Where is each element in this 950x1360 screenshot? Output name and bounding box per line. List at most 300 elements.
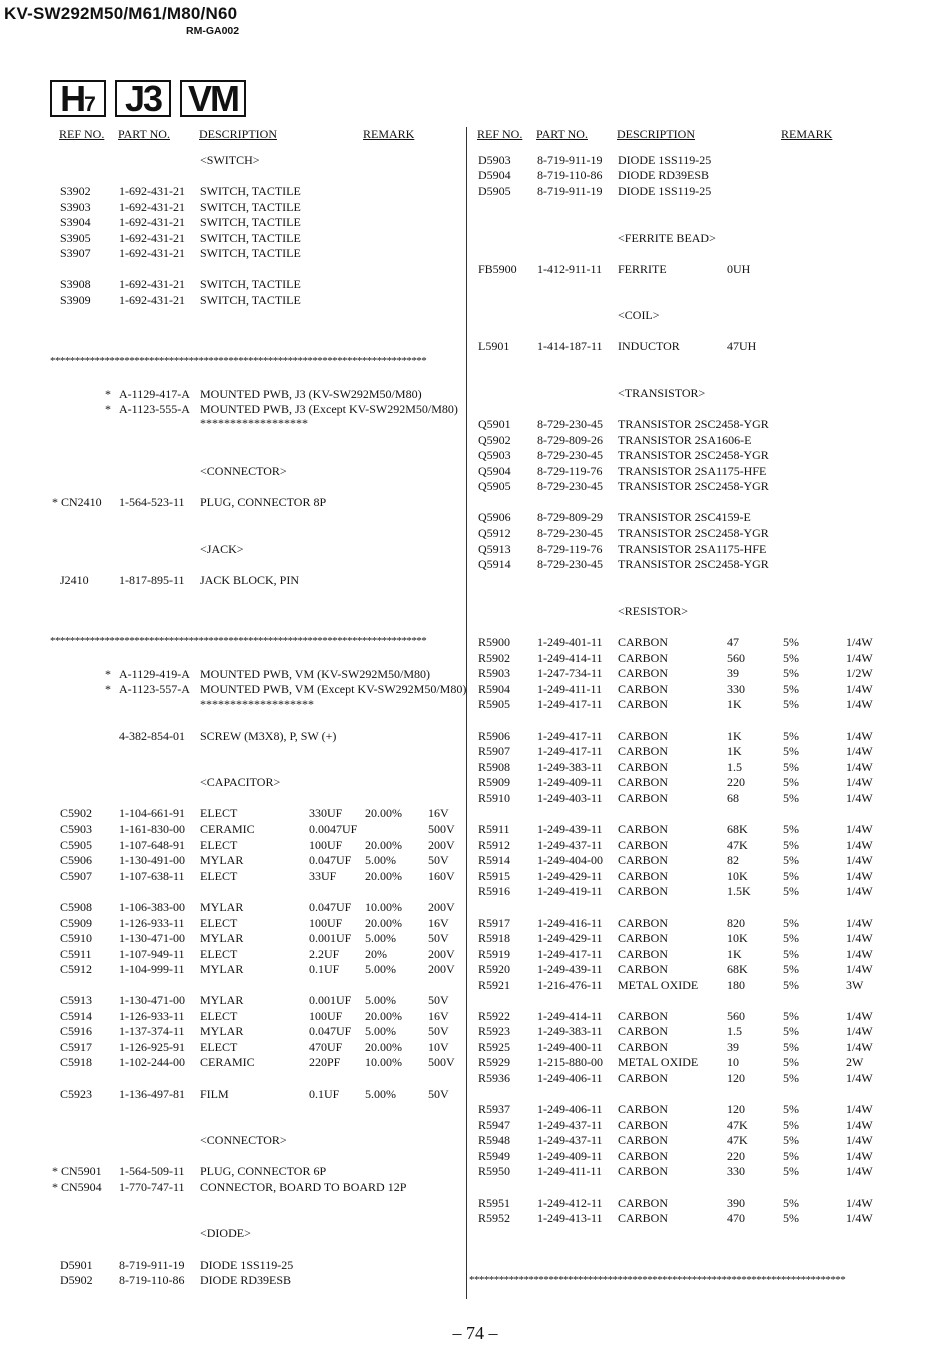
remote-model: RM-GA002 — [186, 25, 240, 37]
part-row — [0, 293, 950, 308]
ref-no: C5907 — [60, 869, 93, 883]
value: 68K — [727, 822, 748, 836]
part-row — [0, 308, 950, 323]
part-no: A-1129-419-A — [119, 667, 190, 681]
description: PLUG, CONNECTOR 8P — [200, 495, 327, 509]
tolerance: 20.00% — [365, 1040, 402, 1054]
left-col-ref-header: REF NO. — [59, 127, 105, 141]
part-no: 1-692-431-21 — [119, 277, 185, 291]
part-no: A-1123-557-A — [119, 682, 190, 696]
ref-no: S3902 — [60, 184, 91, 198]
description: ELECT — [200, 916, 238, 930]
value: 470UF — [309, 1040, 343, 1054]
tolerance: 5.00% — [365, 931, 396, 945]
description: ELECT — [200, 1009, 238, 1023]
part-row — [0, 962, 950, 977]
description: FILM — [200, 1087, 229, 1101]
part-row — [0, 1226, 950, 1241]
description: CARBON — [618, 666, 669, 680]
tolerance: 20.00% — [365, 806, 402, 820]
left-col-part-header: PART NO. — [118, 127, 170, 141]
part-no: 8-719-110-86 — [537, 168, 603, 182]
part-no: 1-249-409-11 — [537, 1149, 603, 1163]
rating: 1/4W — [846, 884, 873, 898]
part-no: 1-692-431-21 — [119, 184, 185, 198]
rating: 1/4W — [846, 1118, 873, 1132]
part-no: 1-564-509-11 — [119, 1164, 185, 1178]
ref-no: S3907 — [60, 246, 91, 260]
part-no: 1-249-401-11 — [537, 635, 603, 649]
tolerance: 5% — [783, 1024, 799, 1038]
description: CARBON — [618, 1102, 669, 1116]
tolerance: 5% — [783, 931, 799, 945]
ref-no: R5951 — [478, 1196, 511, 1210]
part-row — [0, 277, 950, 292]
ref-no: R5911 — [478, 822, 510, 836]
separator-stars: **************************************************************************** — [50, 355, 427, 367]
part-no: A-1123-555-A — [119, 402, 190, 416]
description: CARBON — [618, 1009, 669, 1023]
board-h-sub: 7 — [84, 93, 96, 116]
part-no: 1-104-999-11 — [119, 962, 185, 976]
description: CERAMIC — [200, 822, 255, 836]
part-no: 1-249-414-11 — [537, 1009, 603, 1023]
description: MYLAR — [200, 962, 244, 976]
rating: 1/4W — [846, 1133, 873, 1147]
tolerance: 5% — [783, 978, 799, 992]
part-no: 1-130-471-00 — [119, 993, 185, 1007]
rating: 1/4W — [846, 1102, 873, 1116]
ref-no: R5950 — [478, 1164, 511, 1178]
ref-no: Q5904 — [478, 464, 511, 478]
description: SWITCH, TACTILE — [200, 246, 301, 260]
part-row — [0, 573, 950, 588]
ref-no: * CN5901 — [52, 1164, 102, 1178]
value: 1K — [727, 697, 742, 711]
value: 470 — [727, 1211, 745, 1225]
ref-no: R5947 — [478, 1118, 511, 1132]
rating: 1/4W — [846, 1149, 873, 1163]
part-row — [0, 697, 950, 712]
part-row — [0, 947, 950, 962]
part-row — [0, 791, 950, 806]
part-no: 1-692-431-21 — [119, 231, 185, 245]
tolerance: 5% — [783, 869, 799, 883]
ref-no: C5913 — [60, 993, 93, 1007]
ref-no: R5948 — [478, 1133, 511, 1147]
right-col-ref-header: REF NO. — [477, 127, 523, 141]
part-row — [0, 744, 950, 759]
part-no: 4-382-854-01 — [119, 729, 185, 743]
part-no: 1-216-476-11 — [537, 978, 603, 992]
rating: 160V — [428, 869, 455, 883]
value: 100UF — [309, 1009, 343, 1023]
value: 10 — [727, 1055, 739, 1069]
description: MYLAR — [200, 853, 244, 867]
description: DIODE 1SS119-25 — [618, 153, 712, 167]
part-row — [0, 200, 950, 215]
part-row — [0, 495, 950, 510]
value: 1.5 — [727, 1024, 742, 1038]
rating: 500V — [428, 1055, 455, 1069]
rating: 50V — [428, 931, 449, 945]
part-no: 1-249-417-11 — [537, 697, 603, 711]
part-no: 1-130-471-00 — [119, 931, 185, 945]
value: 1K — [727, 744, 742, 758]
tolerance: 5% — [783, 1102, 799, 1116]
ref-no: D5901 — [60, 1258, 93, 1272]
value: 560 — [727, 1009, 745, 1023]
part-no: 1-249-411-11 — [537, 682, 603, 696]
ref-no: R5908 — [478, 760, 511, 774]
part-no: 8-719-110-86 — [119, 1273, 185, 1287]
description: CARBON — [618, 947, 669, 961]
value: 0.1UF — [309, 1087, 340, 1101]
ref-no: C5903 — [60, 822, 93, 836]
description: CARBON — [618, 1164, 669, 1178]
ref-no: J2410 — [60, 573, 89, 587]
part-row — [0, 978, 950, 993]
description: ELECT — [200, 1040, 238, 1054]
part-no: 8-729-230-45 — [537, 557, 603, 571]
tolerance: 5% — [783, 947, 799, 961]
description: SWITCH, TACTILE — [200, 215, 301, 229]
rating: 1/4W — [846, 791, 873, 805]
tolerance: 5% — [783, 635, 799, 649]
value: 2.2UF — [309, 947, 340, 961]
description: SWITCH, TACTILE — [200, 200, 301, 214]
description: CARBON — [618, 635, 669, 649]
model-title: KV-SW292M50/M61/M80/N60 — [4, 4, 238, 23]
part-no: 1-249-437-11 — [537, 1133, 603, 1147]
ref-no: R5907 — [478, 744, 511, 758]
part-row — [0, 1009, 950, 1024]
tolerance: 20.00% — [365, 869, 402, 883]
ref-no: R5905 — [478, 697, 511, 711]
ref-no: D5904 — [478, 168, 511, 182]
value: 39 — [727, 666, 739, 680]
tolerance: 5% — [783, 838, 799, 852]
part-row — [0, 1180, 950, 1195]
tolerance: 5% — [783, 791, 799, 805]
part-no: 8-719-911-19 — [537, 184, 603, 198]
part-no: 1-412-911-11 — [537, 262, 603, 276]
part-no: 1-692-431-21 — [119, 293, 185, 307]
tolerance: 10.00% — [365, 900, 402, 914]
part-row — [0, 402, 950, 417]
part-no: 1-126-933-11 — [119, 916, 185, 930]
ref-no: S3904 — [60, 215, 91, 229]
part-no: 8-729-809-26 — [537, 433, 603, 447]
tolerance: 20.00% — [365, 838, 402, 852]
description: CARBON — [618, 729, 669, 743]
part-row — [0, 1149, 950, 1164]
value: 68 — [727, 791, 739, 805]
rating: 1/4W — [846, 1211, 873, 1225]
rating: 1/4W — [846, 651, 873, 665]
description: ELECT — [200, 838, 238, 852]
tolerance: 5% — [783, 1211, 799, 1225]
description: ****************** — [200, 416, 308, 430]
value: 33UF — [309, 869, 337, 883]
rating: 1/4W — [846, 853, 873, 867]
ref-no: C5918 — [60, 1055, 93, 1069]
ref-no: C5916 — [60, 1024, 93, 1038]
rating: 500V — [428, 822, 455, 836]
rating: 50V — [428, 1087, 449, 1101]
description: CARBON — [618, 884, 669, 898]
ref-no: R5920 — [478, 962, 511, 976]
ref-no: C5910 — [60, 931, 93, 945]
description: TRANSISTOR 2SC2458-YGR — [618, 479, 769, 493]
part-row — [0, 853, 950, 868]
value: 1.5 — [727, 760, 742, 774]
part-no: 1-249-437-11 — [537, 838, 603, 852]
description: CARBON — [618, 682, 669, 696]
description: <JACK> — [200, 542, 244, 556]
tolerance: 5% — [783, 744, 799, 758]
ref-no: R5917 — [478, 916, 511, 930]
value: 68K — [727, 962, 748, 976]
value: 0.0047UF — [309, 822, 358, 836]
part-row — [0, 1164, 950, 1179]
part-row — [0, 1273, 950, 1288]
ref-no: R5910 — [478, 791, 511, 805]
description: MOUNTED PWB, J3 (KV-SW292M50/M80) — [200, 387, 422, 401]
ref-no: R5919 — [478, 947, 511, 961]
part-row — [0, 1258, 950, 1273]
rating: 1/4W — [846, 1024, 873, 1038]
tolerance: 5% — [783, 729, 799, 743]
ref-no: C5909 — [60, 916, 93, 930]
description: MYLAR — [200, 900, 244, 914]
tolerance: 5% — [783, 775, 799, 789]
rating: 1/4W — [846, 1009, 873, 1023]
part-row — [0, 557, 950, 572]
tolerance: 5% — [783, 1009, 799, 1023]
ref-no: Q5906 — [478, 510, 511, 524]
rating: 1/4W — [846, 775, 873, 789]
part-row — [0, 666, 950, 681]
description: TRANSISTOR 2SC4159-E — [618, 510, 751, 524]
rating: 1/4W — [846, 822, 873, 836]
ref-no: R5925 — [478, 1040, 511, 1054]
value: 10K — [727, 931, 748, 945]
part-row — [0, 339, 950, 354]
ref-no: R5937 — [478, 1102, 511, 1116]
description: TRANSISTOR 2SA1606-E — [618, 433, 752, 447]
part-no: 1-137-374-11 — [119, 1024, 185, 1038]
description: CARBON — [618, 760, 669, 774]
part-no: 1-249-429-11 — [537, 869, 603, 883]
value: 1K — [727, 947, 742, 961]
rating: 16V — [428, 806, 449, 820]
part-no: 1-130-491-00 — [119, 853, 185, 867]
part-no: 8-729-230-45 — [537, 448, 603, 462]
value: 560 — [727, 651, 745, 665]
separator-stars: **************************************************************************** — [50, 635, 427, 647]
ref-no: Q5913 — [478, 542, 511, 556]
part-no: 1-249-406-11 — [537, 1071, 603, 1085]
rating: 2W — [846, 1055, 864, 1069]
ref-no: Q5901 — [478, 417, 511, 431]
part-no: 1-215-880-00 — [537, 1055, 603, 1069]
part-no: 1-249-416-11 — [537, 916, 603, 930]
rating: 200V — [428, 838, 455, 852]
description: DIODE 1SS119-25 — [200, 1258, 294, 1272]
description: <CONNECTOR> — [200, 464, 287, 478]
part-row — [0, 993, 950, 1008]
description: <SWITCH> — [200, 153, 260, 167]
tolerance: 5% — [783, 884, 799, 898]
part-no: 1-249-383-11 — [537, 760, 603, 774]
tolerance: 5.00% — [365, 1087, 396, 1101]
description: <COIL> — [618, 308, 660, 322]
part-row — [0, 806, 950, 821]
part-no: 1-247-734-11 — [537, 666, 603, 680]
tolerance: 20.00% — [365, 916, 402, 930]
description: CARBON — [618, 775, 669, 789]
description: JACK BLOCK, PIN — [200, 573, 300, 587]
description: MOUNTED PWB, VM (KV-SW292M50/M80) — [200, 667, 431, 681]
value: 10K — [727, 869, 748, 883]
rating: 1/4W — [846, 947, 873, 961]
part-no: 1-249-417-11 — [537, 729, 603, 743]
value: 0UH — [727, 262, 751, 276]
description: CARBON — [618, 838, 669, 852]
description: METAL OXIDE — [618, 978, 699, 992]
ref-no: R5912 — [478, 838, 511, 852]
ref-no: * CN2410 — [52, 495, 102, 509]
ref-no: R5906 — [478, 729, 511, 743]
part-no: 1-249-439-11 — [537, 822, 603, 836]
description: CARBON — [618, 1040, 669, 1054]
board-h-letter: H — [60, 78, 85, 119]
part-row — [0, 386, 950, 401]
value: 220 — [727, 775, 745, 789]
ref-no: R5909 — [478, 775, 511, 789]
part-row — [0, 1118, 950, 1133]
ref-no: R5900 — [478, 635, 511, 649]
ref-no: D5903 — [478, 153, 511, 167]
tolerance: 5% — [783, 853, 799, 867]
ref-no: Q5914 — [478, 557, 511, 571]
value: 120 — [727, 1071, 745, 1085]
part-row — [0, 510, 950, 525]
part-no: 1-414-187-11 — [537, 339, 603, 353]
ref-no: R5949 — [478, 1149, 511, 1163]
value: 0.047UF — [309, 900, 352, 914]
part-no: 1-249-439-11 — [537, 962, 603, 976]
ref-no: C5908 — [60, 900, 93, 914]
ref-no: R5936 — [478, 1071, 511, 1085]
value: 820 — [727, 916, 745, 930]
value: 220 — [727, 1149, 745, 1163]
description: MYLAR — [200, 931, 244, 945]
description: CARBON — [618, 697, 669, 711]
tolerance: 5.00% — [365, 1024, 396, 1038]
value: 180 — [727, 978, 745, 992]
part-row — [0, 464, 950, 479]
part-row — [0, 760, 950, 775]
rating: 16V — [428, 1009, 449, 1023]
description: CARBON — [618, 853, 669, 867]
tolerance: 5% — [783, 651, 799, 665]
part-row — [0, 822, 950, 837]
description: CARBON — [618, 1071, 669, 1085]
description: DIODE RD39ESB — [618, 168, 710, 182]
left-col-desc-header: DESCRIPTION — [199, 127, 278, 141]
rating: 1/4W — [846, 1164, 873, 1178]
part-row — [0, 417, 950, 432]
right-col-desc-header: DESCRIPTION — [617, 127, 696, 141]
value: 100UF — [309, 916, 343, 930]
part-no: 8-729-230-45 — [537, 479, 603, 493]
part-no: 1-249-417-11 — [537, 947, 603, 961]
part-no: 1-249-403-11 — [537, 791, 603, 805]
part-no: 1-249-412-11 — [537, 1196, 603, 1210]
tolerance: 5% — [783, 1149, 799, 1163]
ref-no: R5914 — [478, 853, 511, 867]
tolerance: 5% — [783, 1118, 799, 1132]
rating: 1/4W — [846, 729, 873, 743]
part-no: 1-107-648-91 — [119, 838, 185, 852]
description: <FERRITE BEAD> — [618, 231, 716, 245]
description: TRANSISTOR 2SC2458-YGR — [618, 417, 769, 431]
part-no: 8-719-911-19 — [537, 153, 603, 167]
rating: 1/4W — [846, 1040, 873, 1054]
star-marker: * — [105, 387, 111, 401]
description: MOUNTED PWB, J3 (Except KV-SW292M50/M80) — [200, 402, 458, 416]
ref-no: R5922 — [478, 1009, 511, 1023]
description: CARBON — [618, 916, 669, 930]
value: 330 — [727, 682, 745, 696]
description: CONNECTOR, BOARD TO BOARD 12P — [200, 1180, 407, 1194]
ref-no: C5912 — [60, 962, 93, 976]
description: CARBON — [618, 1133, 669, 1147]
part-row — [0, 916, 950, 931]
rating: 1/4W — [846, 838, 873, 852]
description: TRANSISTOR 2SA1175-HFE — [618, 542, 767, 556]
description: TRANSISTOR 2SC2458-YGR — [618, 557, 769, 571]
part-row — [0, 838, 950, 853]
rating: 50V — [428, 853, 449, 867]
rating: 10V — [428, 1040, 449, 1054]
value: 100UF — [309, 838, 343, 852]
value: 0.047UF — [309, 853, 352, 867]
tolerance: 5% — [783, 822, 799, 836]
ref-no: R5923 — [478, 1024, 511, 1038]
rating: 1/4W — [846, 744, 873, 758]
rating: 1/4W — [846, 1071, 873, 1085]
ref-no: R5921 — [478, 978, 511, 992]
rating: 200V — [428, 947, 455, 961]
rating: 50V — [428, 1024, 449, 1038]
part-row — [0, 1040, 950, 1055]
ref-no: S3903 — [60, 200, 91, 214]
part-row — [0, 931, 950, 946]
star-marker: * — [105, 667, 111, 681]
value: 0.001UF — [309, 993, 352, 1007]
description: CARBON — [618, 822, 669, 836]
value: 0.1UF — [309, 962, 340, 976]
tolerance: 5% — [783, 1071, 799, 1085]
rating: 200V — [428, 900, 455, 914]
value: 47 — [727, 635, 739, 649]
part-no: 1-126-933-11 — [119, 1009, 185, 1023]
description: CARBON — [618, 869, 669, 883]
ref-no: R5902 — [478, 651, 511, 665]
